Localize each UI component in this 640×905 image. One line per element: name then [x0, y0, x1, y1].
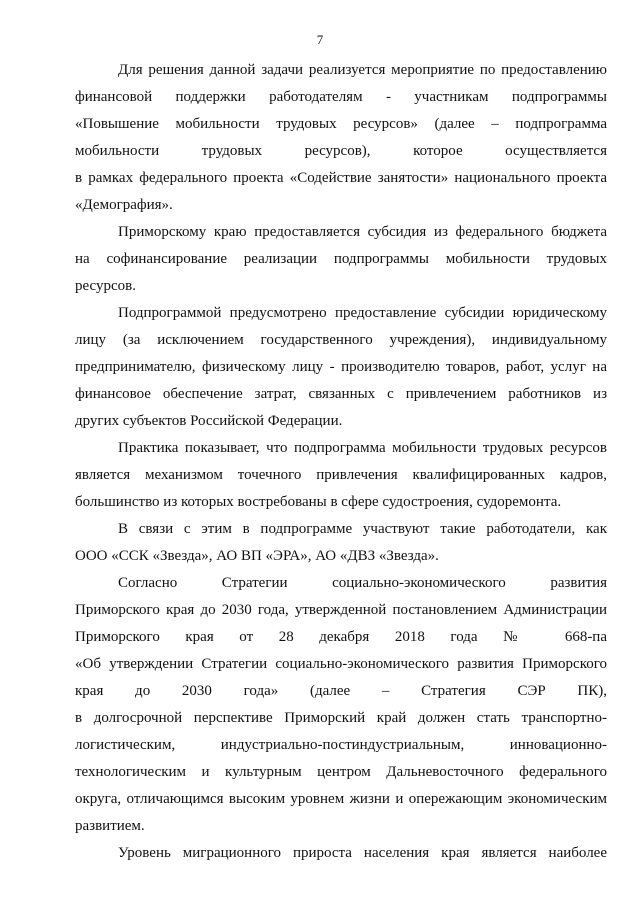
text-line: «Повышение мобильности трудовых ресурсов» (далее – подпрограмма	[75, 116, 607, 132]
text-line: Уровень миграционного прироста населения края является наиболее	[118, 845, 607, 861]
text-line: логистическим, индустриально-постиндустриальным, инновационно-	[75, 737, 607, 753]
paragraph	[75, 219, 607, 300]
text-line: ресурсов.	[75, 278, 136, 294]
text-line: Приморскому краю предоставляется субсидия из федерального бюджета	[118, 224, 607, 240]
paragraph	[75, 435, 607, 516]
paragraph	[75, 570, 607, 840]
text-line: ООО «ССК «Звезда», АО ВП «ЭРА», АО «ДВЗ «Звезда».	[75, 548, 439, 564]
document-body	[75, 57, 607, 867]
text-line: других субъектов Российской Федерации.	[75, 413, 343, 429]
text-line: лицу (за исключением государственного учреждения), индивидуальному	[75, 332, 607, 348]
text-line: технологическим и культурным центром Дальневосточного федерального	[75, 764, 607, 780]
text-line: округа, отличающимся высоким уровнем жизни и опережающим экономическим	[75, 791, 607, 807]
paragraph	[75, 516, 607, 570]
text-line: мобильности трудовых ресурсов), которое осуществляется	[75, 143, 607, 159]
page-number: 7	[316, 32, 324, 47]
text-line: большинство из которых востребованы в сфере судостроения, судоремонта.	[75, 494, 562, 510]
text-line: в рамках федерального проекта «Содействие занятости» национального проекта	[75, 170, 607, 186]
text-line: Согласно Стратегии социально-экономического развития	[118, 575, 607, 591]
text-line: Практика показывает, что подпрограмма мобильности трудовых ресурсов	[118, 440, 607, 456]
text-line: финансовой поддержки работодателям - участникам подпрограммы	[75, 89, 607, 105]
text-line: «Об утверждении Стратегии социально-экономического развития Приморского	[75, 656, 607, 672]
text-line: «Демография».	[75, 197, 173, 213]
text-line: на софинансирование реализации подпрограммы мобильности трудовых	[75, 251, 607, 267]
text-line: в долгосрочной перспективе Приморский край должен стать транспортно-	[75, 710, 607, 726]
paragraph	[75, 300, 607, 435]
paragraph	[75, 57, 607, 219]
text-line: Приморского края от 28 декабря 2018 года № 668-па	[75, 629, 607, 645]
text-line: В связи с этим в подпрограмме участвуют такие работодатели, как	[118, 521, 607, 537]
text-line: развитием.	[75, 818, 145, 834]
paragraph	[75, 840, 607, 867]
text-line: края до 2030 года» (далее – Стратегия СЭР ПК),	[75, 683, 607, 699]
text-line: Для решения данной задачи реализуется мероприятие по предоставлению	[118, 62, 607, 78]
text-line: финансовое обеспечение затрат, связанных с привлечением работников из	[75, 386, 607, 402]
text-line: является механизмом точечного привлечения квалифицированных кадров,	[75, 467, 607, 483]
text-line: Приморского края до 2030 года, утвержденной постановлением Администрации	[75, 602, 607, 618]
text-line: Подпрограммой предусмотрено предоставление субсидии юридическому	[118, 305, 607, 321]
text-line: предпринимателю, физическому лицу - производителю товаров, работ, услуг на	[75, 359, 607, 375]
